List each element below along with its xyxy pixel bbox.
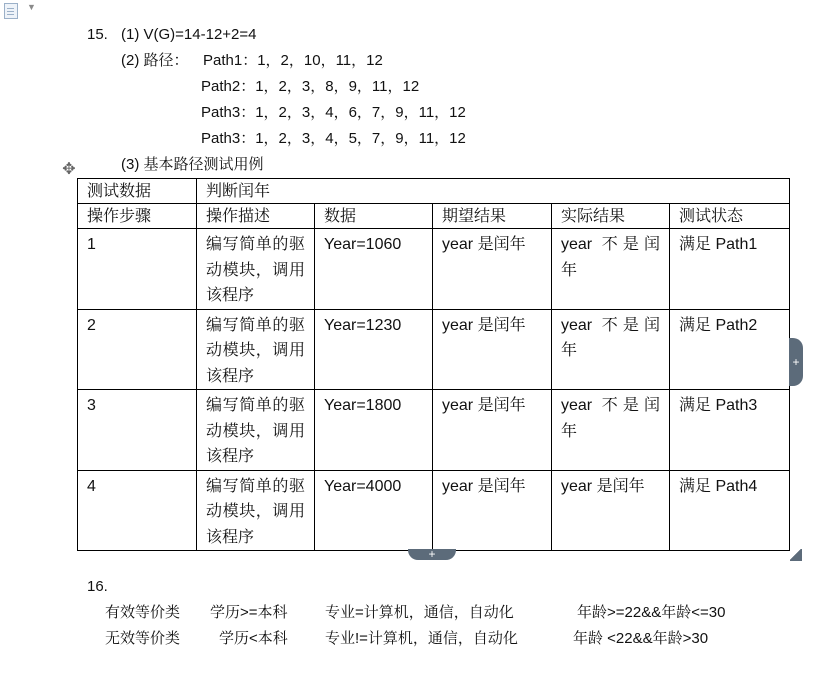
- table-cell[interactable]: 满足 Path2: [670, 309, 790, 390]
- document-icon[interactable]: [4, 3, 18, 19]
- table-cell[interactable]: 编写简单的驱动模块，调用该程序: [197, 309, 315, 390]
- table-cell[interactable]: Year=1060: [315, 229, 433, 310]
- table-cell[interactable]: 编写简单的驱动模块，调用该程序: [197, 229, 315, 310]
- q15-section3: (3) 基本路径测试用例: [121, 156, 264, 173]
- path-nodes: 1，2，3，4，5，7，9，11，12: [255, 130, 466, 147]
- valid-class-label: 有效等价类: [105, 604, 181, 621]
- valid-major: 专业=计算机，通信，自动化: [325, 604, 514, 621]
- resize-handle-icon[interactable]: [790, 549, 802, 561]
- test-case-table: [77, 178, 790, 551]
- path-nodes: 1，2，3，4，6，7，9，11，12: [255, 104, 466, 121]
- table-cell[interactable]: 测试数据: [78, 179, 197, 204]
- table-cell[interactable]: year 不是闰年: [552, 229, 670, 310]
- table-row: [78, 229, 790, 310]
- valid-education: 学历>=本科: [210, 604, 288, 621]
- table-cell[interactable]: 编写简单的驱动模块，调用该程序: [197, 390, 315, 471]
- path-item: [201, 77, 419, 97]
- table-cell[interactable]: 满足 Path3: [670, 390, 790, 471]
- column-header[interactable]: 数据: [315, 204, 433, 229]
- table-cell[interactable]: 满足 Path4: [670, 470, 790, 551]
- path-name: Path2：: [201, 78, 256, 95]
- table-cell[interactable]: year 是闰年: [433, 390, 552, 471]
- table-row: [78, 390, 790, 471]
- table-cell[interactable]: year 是闰年: [433, 309, 552, 390]
- add-row-icon[interactable]: +: [408, 549, 456, 560]
- table-cell[interactable]: Year=4000: [315, 470, 433, 551]
- table-row: [78, 309, 790, 390]
- table-cell[interactable]: 编写简单的驱动模块，调用该程序: [197, 470, 315, 551]
- table-header-row: [78, 204, 790, 229]
- path-nodes: 1，2，10，11，12: [257, 52, 383, 69]
- q15-paths-prefix: (2) 路径：: [121, 52, 189, 69]
- table-cell[interactable]: 1: [78, 229, 197, 310]
- chevron-down-icon[interactable]: ▼: [27, 2, 36, 12]
- table-cell[interactable]: year 是闰年: [552, 470, 670, 551]
- valid-age: 年龄>=22&&年龄<=30: [577, 604, 726, 621]
- table-cell[interactable]: 判断闰年: [197, 179, 790, 204]
- table-row: [78, 179, 790, 204]
- add-column-icon[interactable]: +: [789, 338, 803, 386]
- column-header[interactable]: 操作描述: [197, 204, 315, 229]
- path-name: Path1：: [203, 52, 258, 69]
- path-item: [201, 129, 466, 149]
- invalid-class-label: 无效等价类: [105, 630, 181, 647]
- column-header[interactable]: 实际结果: [552, 204, 670, 229]
- table-cell[interactable]: Year=1800: [315, 390, 433, 471]
- column-header[interactable]: 测试状态: [670, 204, 790, 229]
- table-cell[interactable]: 4: [78, 470, 197, 551]
- move-handle-icon[interactable]: ✥: [62, 161, 76, 178]
- path-nodes: 1，2，3，8，9，11，12: [255, 78, 420, 95]
- q15-line1: (1) V(G)=14-12+2=4: [121, 26, 257, 43]
- table-cell[interactable]: Year=1230: [315, 309, 433, 390]
- column-header[interactable]: 期望结果: [433, 204, 552, 229]
- table-row: [78, 470, 790, 551]
- invalid-age: 年龄 <22&&年龄>30: [573, 630, 709, 647]
- invalid-education: 学历<本科: [219, 630, 288, 647]
- table-cell[interactable]: year 不是闰年: [552, 390, 670, 471]
- path-item: [203, 51, 383, 71]
- invalid-major: 专业!=计算机，通信，自动化: [325, 630, 518, 647]
- table-cell[interactable]: 满足 Path1: [670, 229, 790, 310]
- table-cell[interactable]: year 是闰年: [433, 470, 552, 551]
- table-cell[interactable]: year 是闰年: [433, 229, 552, 310]
- path-item: [201, 103, 466, 123]
- q16-number: 16.: [87, 578, 108, 595]
- column-header[interactable]: 操作步骤: [78, 204, 197, 229]
- table-cell[interactable]: 2: [78, 309, 197, 390]
- table-cell[interactable]: 3: [78, 390, 197, 471]
- path-name: Path3：: [201, 104, 256, 121]
- path-name: Path3：: [201, 130, 256, 147]
- q15-number: 15.: [87, 26, 108, 43]
- table-cell[interactable]: year 不是闰年: [552, 309, 670, 390]
